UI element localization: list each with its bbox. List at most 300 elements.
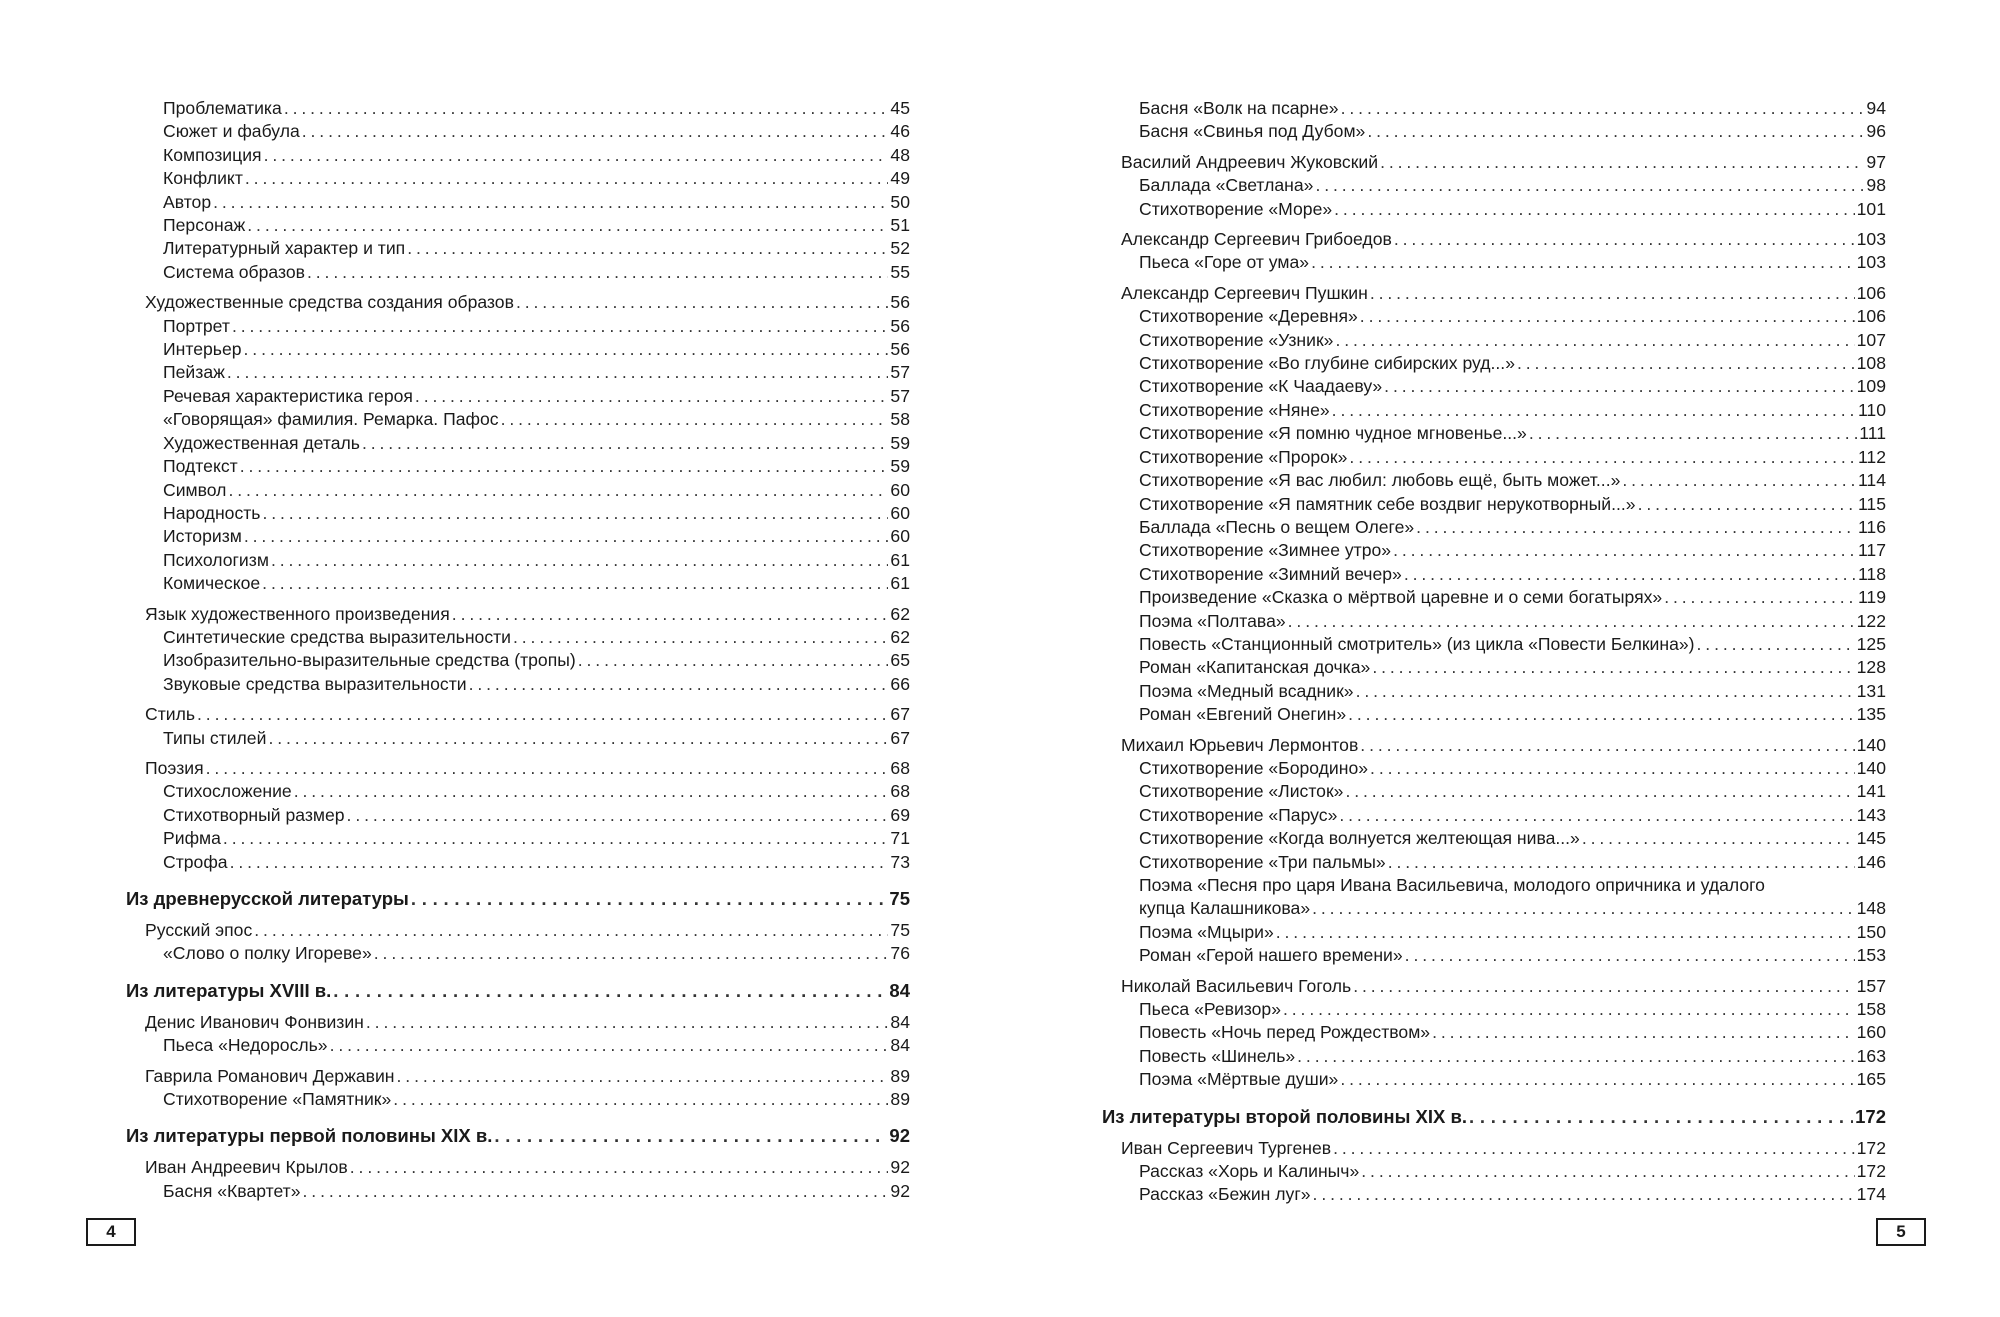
toc-page-number: 148 [1856,898,1886,919]
toc-dot-leader [264,144,889,167]
toc-entry-title: Стихотворение «Пророк» [1139,446,1348,467]
toc-page-number: 60 [890,502,910,523]
toc-subentry[interactable] [126,97,910,120]
toc-entry-title: Композиция [163,144,262,165]
toc-dot-leader [1340,1068,1854,1091]
toc-page-number: 61 [890,549,910,570]
toc-entry-title: Стихотворение «Узник» [1139,329,1334,350]
toc-dot-leader [1388,851,1855,874]
toc-page-number: 89 [890,1089,910,1110]
toc-subentry[interactable] [1102,305,1886,328]
toc-entry-title: Из литературы второй половины XIX в. [1102,1105,1468,1127]
toc-subentry[interactable] [1102,921,1886,944]
toc-subentry[interactable] [126,572,910,595]
toc-entry-title: Художественные средства создания образов [145,292,514,313]
toc-subentry[interactable] [126,727,910,750]
toc-page-number: 68 [890,781,910,802]
toc-subentry[interactable] [126,261,910,284]
toc-topic-entry[interactable] [126,1065,910,1088]
toc-subentry[interactable] [1102,493,1886,516]
toc-subentry[interactable] [126,673,910,696]
toc-page-number: 118 [1857,563,1886,584]
toc-subentry[interactable] [1102,174,1886,197]
toc-dot-leader [350,1156,889,1179]
toc-subentry[interactable] [126,167,910,190]
toc-entry-title: Система образов [163,261,305,282]
toc-entry-title: Синтетические средства выразительности [163,626,511,647]
toc-dot-leader [223,827,889,850]
toc-entry-title: Стихотворение «Когда волнуется желтеющая нива...» [1139,828,1580,849]
toc-entry-title: Комическое [163,573,261,594]
toc-dot-leader [262,572,888,595]
toc-topic-entry[interactable] [126,291,910,314]
toc-dot-leader [347,804,889,827]
toc-subentry[interactable] [126,315,910,338]
toc-dot-leader [1345,780,1854,803]
toc-dot-leader [494,1123,887,1149]
toc-page-number: 117 [1857,540,1886,561]
toc-dot-leader [1432,1021,1855,1044]
toc-subentry[interactable] [1102,633,1886,656]
toc-page-number: 68 [890,757,910,778]
toc-entry-title: Портрет [163,315,230,336]
toc-subentry[interactable] [126,214,910,237]
toc-entry-title: Символ [163,479,227,500]
toc-entry-title: Стихотворение «Памятник» [163,1089,392,1110]
toc-page-number: 48 [890,144,910,165]
toc-subentry[interactable] [126,804,910,827]
toc-page-number: 67 [890,727,910,748]
toc-dot-leader [303,1180,889,1203]
toc-dot-leader [578,649,889,672]
toc-page-number: 55 [890,261,910,282]
toc-subentry[interactable] [126,338,910,361]
toc-dot-leader [1361,1160,1854,1183]
toc-entry-title: Николай Васильевич Гоголь [1121,975,1352,996]
toc-dot-leader [1313,1183,1855,1206]
toc-subentry[interactable] [1102,516,1886,539]
toc-entry-title: Роман «Евгений Онегин» [1139,704,1347,725]
toc-entry-title: Александр Сергеевич Пушкин [1121,282,1368,303]
toc-entry-title: Басня «Свинья под Дубом» [1139,121,1366,142]
toc-entry-title: Повесть «Ночь перед Рождеством» [1139,1022,1431,1043]
toc-page-number: 45 [890,98,910,118]
toc-page-number: 140 [1856,757,1886,778]
toc-entry-title: Из литературы первой половины XIX в. [126,1125,493,1147]
toc-subentry[interactable] [1102,446,1886,469]
toc-page-number: 96 [1866,121,1886,142]
toc-dot-leader [227,361,889,384]
toc-subentry[interactable] [1102,563,1886,586]
toc-dot-leader [397,1065,889,1088]
toc-dot-leader [228,479,888,502]
toc-page-number: 57 [890,362,910,383]
toc-entry-title: Пьеса «Ревизор» [1139,999,1281,1020]
toc-dot-leader [1339,804,1854,827]
toc-page-number: 73 [890,851,910,872]
toc-entry-title-line: Поэма «Песня про царя Ивана Васильевича, молодого опричника и удалого [1139,875,1765,895]
toc-dot-leader [302,120,889,143]
toc-entry-title: Рифма [163,828,221,849]
toc-page-number: 59 [890,432,910,453]
toc-dot-leader [245,167,889,190]
toc-entry-title: Стихотворение «Парус» [1139,804,1338,825]
toc-dot-leader [244,525,889,548]
toc-subentry[interactable] [1102,329,1886,352]
toc-dot-leader [1394,228,1855,251]
toc-entry-title: Русский эпос [145,920,253,940]
toc-dot-leader [407,237,888,260]
toc-page-number: 51 [890,215,910,236]
toc-page-number: 153 [1856,945,1886,966]
toc-subentry[interactable] [126,851,910,874]
toc-page-number: 56 [890,292,910,313]
toc-subentry[interactable] [1102,198,1886,221]
toc-subentry[interactable] [126,827,910,850]
toc-page-number: 114 [1857,470,1886,491]
toc-subentry[interactable] [1102,944,1886,967]
toc-dot-leader [1311,251,1855,274]
toc-dot-leader [1404,563,1856,586]
toc-entry-title: Стихотворение «Я памятник себе воздвиг нерукотворный...» [1139,493,1636,514]
toc-subentry[interactable] [126,408,910,431]
toc-subentry[interactable] [1102,851,1886,874]
toc-entry-title: Стихотворение «Три пальмы» [1139,851,1386,872]
toc-dot-leader [1372,656,1854,679]
toc-entry-title: Стихотворение «Море» [1139,198,1333,219]
toc-dot-leader [366,1011,889,1034]
toc-dot-leader [232,315,888,338]
toc-page-number: 141 [1856,781,1886,802]
toc-page-number: 69 [890,804,910,825]
toc-entry-title: купца Калашникова» [1139,898,1311,919]
toc-subentry[interactable] [126,191,910,214]
toc-page-number: 103 [1856,229,1886,250]
toc-page-number: 61 [890,573,910,594]
toc-subentry[interactable] [1102,1183,1886,1206]
toc-subentry[interactable] [1102,352,1886,375]
toc-dot-leader [1416,516,1856,539]
toc-dot-leader [1348,703,1855,726]
toc-dot-leader [1333,1137,1855,1160]
toc-page-number: 109 [1856,376,1886,397]
toc-subentry[interactable] [126,1088,910,1111]
toc-dot-leader [1469,1104,1853,1130]
toc-right-page [1102,97,1886,1207]
toc-subentry[interactable] [1102,656,1886,679]
toc-topic-entry[interactable] [1102,151,1886,174]
toc-page-number: 106 [1856,306,1886,327]
toc-subentry[interactable] [1102,375,1886,398]
toc-subentry[interactable] [126,942,910,965]
toc-page-number: 143 [1856,804,1886,825]
toc-entry-title: Стихотворение «Во глубине сибирских руд...» [1139,353,1515,374]
toc-topic-entry[interactable] [126,603,910,626]
toc-subentry[interactable] [126,502,910,525]
toc-subentry[interactable] [1102,1068,1886,1091]
toc-dot-leader [1405,944,1855,967]
toc-topic-entry[interactable] [126,1156,910,1179]
toc-page-number: 157 [1856,975,1886,996]
toc-subentry[interactable] [1102,399,1886,422]
toc-entry-title: Поэма «Медный всадник» [1139,680,1354,701]
toc-page-number: 75 [890,920,910,940]
toc-page-number: 60 [890,479,910,500]
toc-dot-leader [213,191,888,214]
toc-page-number: 56 [890,315,910,336]
toc-subentry[interactable] [1102,610,1886,633]
toc-page-number: 165 [1856,1069,1886,1090]
toc-entry-title: Сюжет и фабула [163,121,300,142]
toc-page-number: 158 [1856,999,1886,1020]
toc-entry-title: Поэзия [145,757,204,778]
toc-entry-title: Иван Сергеевич Тургенев [1121,1137,1332,1158]
toc-dot-leader [333,978,887,1004]
toc-entry-title: «Говорящая» фамилия. Ремарка. Пафос [163,409,499,430]
toc-entry-title: Автор [163,191,212,212]
toc-subentry[interactable] [126,525,910,548]
toc-entry-title: Проблематика [163,98,282,118]
toc-topic-entry[interactable] [126,919,910,942]
toc-topic-entry[interactable] [126,1011,910,1034]
toc-page-number: 92 [890,1180,910,1201]
toc-entry-title: Стихотворение «Я вас любил: любовь ещё, быть может...» [1139,470,1621,491]
toc-page-number: 125 [1856,633,1886,654]
toc-subentry[interactable] [126,1034,910,1057]
toc-section-heading[interactable] [126,1123,910,1149]
toc-page-number: 110 [1857,399,1886,420]
toc-page-number: 111 [1859,423,1886,444]
toc-dot-leader [294,780,889,803]
toc-page-number: 89 [890,1065,910,1086]
toc-page-number: 49 [890,168,910,189]
toc-subentry[interactable] [1102,703,1886,726]
toc-dot-leader [1356,680,1855,703]
toc-page-number: 98 [1866,175,1886,196]
toc-entry-title: Стихосложение [163,781,292,802]
toc-dot-leader [1697,633,1855,656]
toc-section-heading[interactable] [1102,1104,1886,1130]
toc-entry-title: Стихотворение «Листок» [1139,781,1344,802]
toc-entry-title: Стихотворение «Зимний вечер» [1139,563,1402,584]
toc-subentry[interactable] [1102,804,1886,827]
toc-page-number: 107 [1856,329,1886,350]
toc-dot-leader [1370,282,1855,305]
toc-entry-title: Рассказ «Бежин луг» [1139,1184,1311,1205]
toc-entry-title: Типы стилей [163,727,267,748]
toc-entry-title: Стихотворение «К Чаадаеву» [1139,376,1383,397]
toc-subentry[interactable] [1102,757,1886,780]
toc-page-number: 84 [890,1011,910,1032]
toc-dot-leader [307,261,888,284]
toc-entry-title: Из древнерусской литературы [126,888,409,909]
toc-page-number: 62 [890,603,910,624]
toc-topic-entry[interactable] [126,703,910,726]
toc-subentry[interactable] [126,780,910,803]
toc-subentry[interactable] [1102,1021,1886,1044]
toc-dot-leader [1582,827,1855,850]
toc-dot-leader [247,214,888,237]
toc-page-number: 76 [890,943,910,964]
toc-subentry[interactable] [126,144,910,167]
toc-entry-title: Народность [163,502,261,523]
toc-dot-leader [1349,446,1856,469]
toc-entry-title: Стихотворный размер [163,804,345,825]
toc-page-number: 84 [890,1035,910,1056]
toc-entry-title: Стиль [145,704,196,725]
toc-subentry[interactable] [1102,680,1886,703]
toc-section-heading[interactable] [126,886,910,912]
toc-topic-entry[interactable] [1102,734,1886,757]
toc-entry-title: Пьеса «Горе от ума» [1139,252,1310,273]
toc-entry-title: Литературный характер и тип [163,238,406,259]
toc-dot-leader [415,385,889,408]
toc-page-number: 62 [890,626,910,647]
toc-page-number: 160 [1856,1022,1886,1043]
toc-subentry[interactable] [126,649,910,672]
toc-entry-title: Историзм [163,526,242,547]
toc-page-number: 58 [890,409,910,430]
toc-dot-leader [1664,586,1856,609]
toc-subentry[interactable] [126,120,910,143]
toc-entry-title: Звуковые средства выразительности [163,673,467,694]
toc-subentry[interactable] [126,626,910,649]
toc-entry-title: Басня «Квартет» [163,1180,301,1201]
toc-dot-leader [1297,1045,1854,1068]
toc-entry-title: Роман «Герой нашего времени» [1139,945,1403,966]
toc-subentry[interactable] [126,479,910,502]
toc-topic-entry[interactable] [126,757,910,780]
toc-dot-leader [197,703,888,726]
toc-subentry[interactable] [1102,998,1886,1021]
toc-page-number: 172 [1856,1161,1886,1182]
toc-page-number: 115 [1857,493,1886,514]
toc-subentry[interactable] [1102,827,1886,850]
toc-subentry[interactable] [1102,120,1886,143]
toc-dot-leader [393,1088,888,1111]
toc-dot-leader [1370,757,1855,780]
toc-page-number: 84 [889,979,910,1001]
toc-dot-leader [501,408,889,431]
toc-entry-title: Произведение «Сказка о мёртвой царевне и о семи богатырях» [1139,587,1663,608]
toc-entry-title: Язык художественного произведения [145,603,450,624]
toc-page-number: 66 [890,673,910,694]
toc-dot-leader [254,919,888,942]
toc-subentry[interactable] [1102,586,1886,609]
toc-topic-entry[interactable] [1102,228,1886,251]
toc-topic-entry[interactable] [1102,975,1886,998]
toc-subentry[interactable] [1102,780,1886,803]
toc-entry-title: Василий Андреевич Жуковский [1121,151,1379,172]
toc-entry-title: Подтекст [163,456,238,477]
toc-page-number: 145 [1856,828,1886,849]
toc-entry-title: Рассказ «Хорь и Калиныч» [1139,1161,1360,1182]
toc-subentry[interactable] [126,1180,910,1203]
toc-dot-leader [362,432,888,455]
toc-page-number: 174 [1856,1184,1886,1205]
toc-page-number: 60 [890,526,910,547]
toc-dot-leader [268,727,888,750]
toc-topic-entry[interactable] [1102,1137,1886,1160]
toc-entry-title: «Слово о полку Игореве» [163,943,372,964]
toc-dot-leader [1384,375,1854,398]
toc-dot-leader [1288,610,1855,633]
toc-page-number: 135 [1856,704,1886,725]
toc-page-number: 103 [1856,252,1886,273]
toc-dot-leader [469,673,889,696]
toc-subentry[interactable] [126,549,910,572]
toc-entry-title: Речевая характеристика героя [163,385,413,406]
toc-entry-title: Баллада «Песнь о вещем Олеге» [1139,516,1415,537]
toc-dot-leader [206,757,889,780]
toc-subentry[interactable] [1102,1160,1886,1183]
toc-entry-title: Поэма «Мёртвые души» [1139,1069,1339,1090]
toc-entry-title: Персонаж [163,215,246,236]
toc-page-number: 71 [890,828,910,849]
toc-entry-title: Художественная деталь [163,432,360,453]
toc-page-number: 67 [890,704,910,725]
toc-topic-entry[interactable] [1102,282,1886,305]
toc-entry-title: Поэма «Полтава» [1139,610,1286,631]
toc-subentry[interactable] [1102,469,1886,492]
toc-page-number: 59 [890,456,910,477]
page-number-right: 5 [1876,1218,1926,1246]
toc-subentry[interactable] [126,237,910,260]
toc-dot-leader [244,338,889,361]
toc-dot-leader [1353,975,1854,998]
toc-section-heading[interactable] [126,978,910,1004]
toc-dot-leader [1380,151,1864,174]
toc-dot-leader [1393,539,1856,562]
toc-entry-title: Строфа [163,851,228,872]
toc-page-number: 119 [1857,587,1886,608]
toc-subentry[interactable] [126,385,910,408]
toc-entry-title: Изобразительно-выразительные средства (тропы) [163,650,576,671]
toc-page-number: 50 [890,191,910,212]
toc-dot-leader [1312,897,1855,920]
toc-entry-title: Пейзаж [163,362,225,383]
page-number-left: 4 [86,1218,136,1246]
toc-page-number: 108 [1856,353,1886,374]
toc-entry-title: Психологизм [163,549,269,570]
toc-subentry[interactable] [1102,897,1886,920]
toc-dot-leader [1332,399,1856,422]
toc-subentry[interactable] [126,361,910,384]
toc-subentry[interactable] [126,455,910,478]
toc-subentry[interactable] [1102,97,1886,120]
toc-page-number: 46 [890,121,910,142]
toc-entry-title: Стихотворение «Няне» [1139,399,1330,420]
toc-entry-title: Иван Андреевич Крылов [145,1157,348,1178]
toc-dot-leader [374,942,889,965]
toc-page-number: 131 [1856,680,1886,701]
toc-entry-title: Денис Иванович Фонвизин [145,1011,364,1032]
toc-page-number: 75 [889,888,910,909]
toc-subentry[interactable] [1102,422,1886,445]
toc-dot-leader [284,97,889,120]
toc-dot-leader [1341,97,1865,120]
toc-dot-leader [1622,469,1856,492]
toc-dot-leader [230,851,889,874]
toc-subentry[interactable] [1102,1045,1886,1068]
toc-subentry[interactable] [126,432,910,455]
toc-entry-title: Интерьер [163,339,242,360]
toc-page-number: 122 [1856,610,1886,631]
toc-subentry[interactable] [1102,539,1886,562]
toc-page-number: 97 [1866,151,1886,172]
toc-page-number: 65 [890,650,910,671]
toc-subentry[interactable] [1102,251,1886,274]
